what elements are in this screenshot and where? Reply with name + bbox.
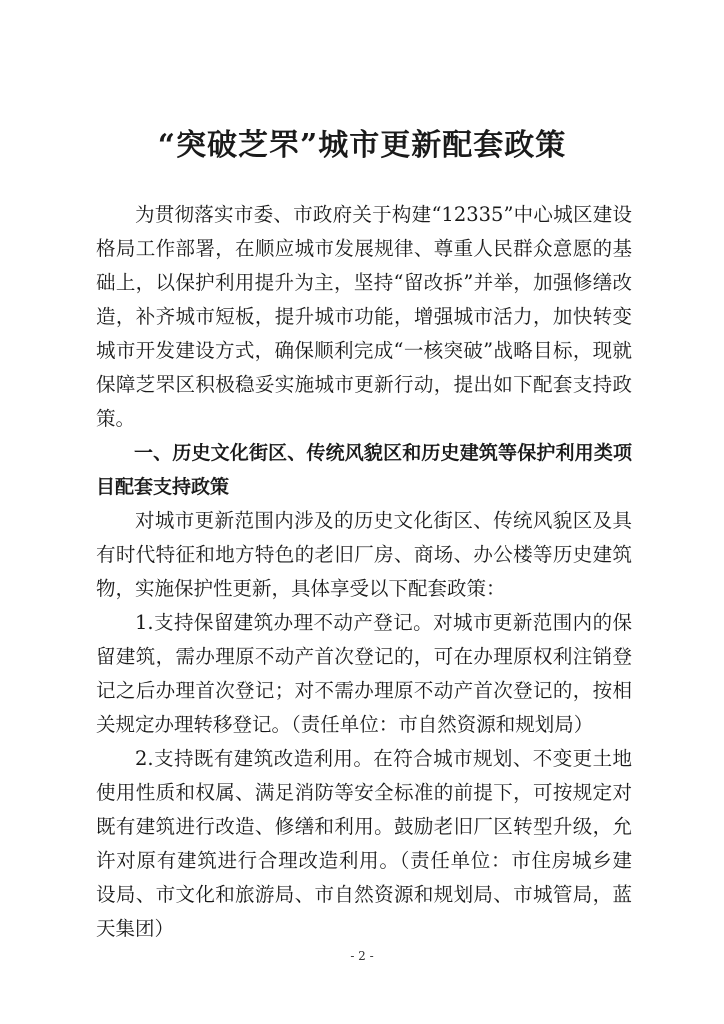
policy-item-2: 2.支持既有建筑改造利用。在符合城市规划、不变更土地使用性质和权属、满足消防等安全标准的前提下，可按规定对既有建筑进行改造、修缮和利用。鼓励老旧厂区转型升级，允许对原有建筑进行合理改造利用。（责任单位：市住房城乡建设局、市文化和旅游局、市自然资源和规划局、市城管局，蓝天集团） <box>96 747 632 940</box>
document-body <box>96 198 632 946</box>
page-number: - 2 - <box>350 949 374 963</box>
section-intro-paragraph: 对城市更新范围内涉及的历史文化街区、传统风貌区及具有时代特征和地方特色的老旧厂房、商场、办公楼等历史建筑物，实施保护性更新，具体享受以下配套政策： <box>96 509 632 600</box>
document-title: “突破芝罘”城市更新配套政策 <box>157 128 567 163</box>
section-heading: 一、历史文化街区、传统风貌区和历史建筑等保护利用类项目配套支持政策 <box>96 442 632 498</box>
intro-paragraph: 为贯彻落实市委、市政府关于构建“12335”中心城区建设格局工作部署，在顺应城市发展规律、尊重人民群众意愿的基础上，以保护利用提升为主，坚持“留改拆”并举，加强修缮改造，补齐城市短板，提升城市功能，增强城市活力，加快转变城市开发建设方式，确保顺利完成“一核突破”战略目标，现就保障芝罘区积极稳妥实施城市更新行动，提出如下配套支持政策。 <box>96 203 632 430</box>
policy-item-1: 1.支持保留建筑办理不动产登记。对城市更新范围内的保留建筑，需办理原不动产首次登记的，可在办理原权利注销登记之后办理首次登记；对不需办理原不动产首次登记的，按相关规定办理转移登记。（责任单位：市自然资源和规划局） <box>96 611 632 736</box>
